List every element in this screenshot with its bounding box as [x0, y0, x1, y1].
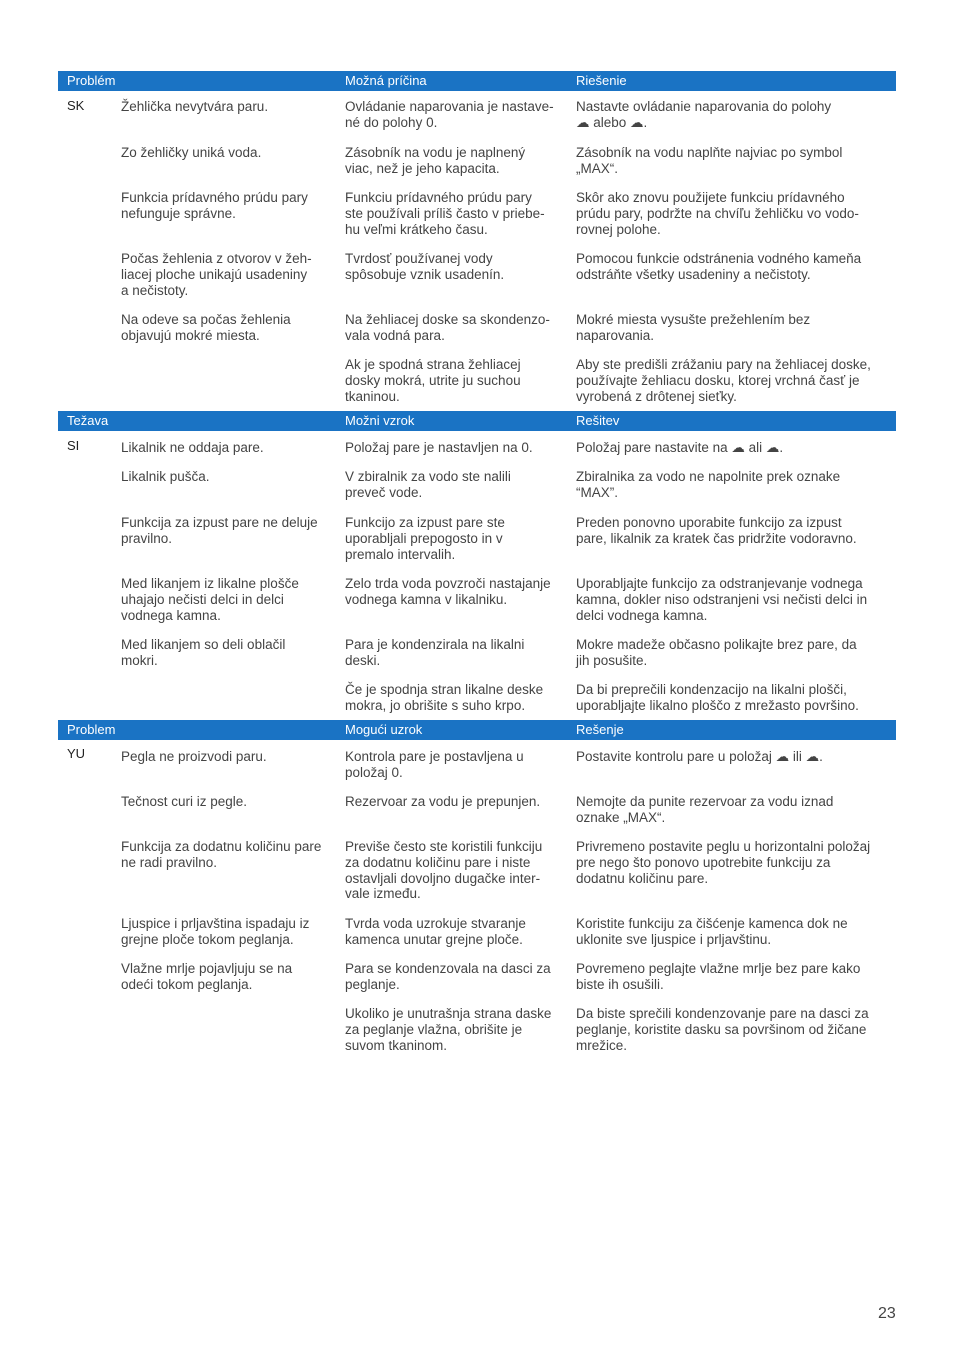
cause-cell: Para se kondenzovala na dasci za peglanje. — [345, 961, 551, 992]
solution-cell: Nemojte da punite rezervoar za vodu iznad oznake „MAX“. — [576, 794, 834, 825]
cause-cell: Položaj pare je nastavljen na 0. — [345, 440, 533, 455]
problem-cell: Med likanjem so deli oblačil mokri. — [121, 637, 286, 668]
cause-cell: Tvrda voda uzrokuje stvaranje kamenca unutar grejne ploče. — [345, 916, 526, 947]
cause-cell: Previše često ste koristili funkciju za dodatnu količinu pare i niste ostavljali dovoljno dugačke inter- vale između. — [345, 839, 543, 902]
header-problem: Problem — [67, 722, 116, 737]
solution-cell: Da bi preprečili kondenzacijo na likalni plošči, uporabljajte likalno ploščo z mrežasto površino. — [576, 682, 859, 713]
header-problem: Problém — [67, 73, 116, 88]
header-problem: Težava — [67, 413, 109, 428]
problem-cell: Zo žehličky uniká voda. — [121, 145, 262, 160]
cause-cell: Tvrdosť používanej vody spôsobuje vznik usadenín. — [345, 251, 505, 282]
cause-cell: Funkciu prídavného prúdu pary ste používali príliš často v priebe- hu veľmi krátkeho času. — [345, 190, 545, 237]
language-code: YU — [67, 746, 86, 761]
language-code: SI — [67, 438, 80, 453]
header-solution: Rešenje — [576, 722, 624, 737]
header-solution: Riešenie — [576, 73, 627, 88]
problem-cell: Vlažne mrlje pojavljuju se na odeći tokom peglanja. — [121, 961, 293, 992]
problem-cell: Funkcija za dodatnu količinu pare ne radi pravilno. — [121, 839, 322, 870]
problem-cell: Pegla ne proizvodi paru. — [121, 749, 267, 764]
cause-cell: Para je kondenzirala na likalni deski. — [345, 637, 525, 668]
solution-cell: Postavite kontrolu pare u položaj ☁ ili ☁. — [576, 749, 823, 764]
problem-cell: Funkcija za izpust pare ne deluje pravilno. — [121, 515, 318, 546]
problem-cell: Ljuspice i prljavština ispadaju iz grejne ploče tokom peglanja. — [121, 916, 310, 947]
problem-cell: Likalnik pušča. — [121, 469, 210, 484]
cause-cell: Ovládanie naparovania je nastave- né do polohy 0. — [345, 99, 554, 130]
solution-cell: Privremeno postavite peglu u horizontalni položaj pre nego što ponovo upotrebite funkciju za dodatnu količinu pare. — [576, 839, 871, 886]
problem-cell: Likalnik ne oddaja pare. — [121, 440, 264, 455]
header-cause: Mogući uzrok — [345, 722, 423, 737]
solution-cell: Mokre madeže občasno polikajte brez pare, da jih posušite. — [576, 637, 857, 668]
cause-cell: Kontrola pare je postavljena u položaj 0. — [345, 749, 524, 780]
solution-cell: Preden ponovno uporabite funkcijo za izpust pare, likalnik za kratek čas pridržite vodoravno. — [576, 515, 857, 546]
cause-cell: Zelo trda voda povzroči nastajanje vodnega kamna v likalniku. — [345, 576, 551, 607]
solution-cell: Uporabljajte funkcijo za odstranjevanje vodnega kamna, dokler niso odstranjeni vsi nečisti delci in delci vodnega kamna. — [576, 576, 868, 623]
problem-cell: Na odeve sa počas žehlenia objavujú mokré miesta. — [121, 312, 291, 343]
solution-cell: Koristite funkciju za čišćenje kamenca dok ne uklonite sve ljuspice i prljavštinu. — [576, 916, 848, 947]
header-cause: Možná príčina — [345, 73, 427, 88]
page-number: 23 — [878, 1305, 896, 1322]
solution-cell: Nastavte ovládanie naparovania do polohy ☁ alebo ☁. — [576, 99, 832, 130]
solution-cell: Povremeno peglajte vlažne mrlje bez pare kako biste ih osušili. — [576, 961, 861, 992]
cause-cell: Rezervoar za vodu je prepunjen. — [345, 794, 541, 809]
solution-cell: Da biste sprečili kondenzovanje pare na dasci za peglanje, koristite dasku sa površinom od žičane mrežice. — [576, 1006, 869, 1053]
problem-cell: Funkcia prídavného prúdu pary nefunguje správne. — [121, 190, 308, 221]
solution-cell: Zbiralnika za vodo ne napolnite prek oznake “MAX”. — [576, 469, 841, 500]
problem-cell: Tečnost curi iz pegle. — [121, 794, 248, 809]
cause-cell: Zásobník na vodu je naplnený viac, než je jeho kapacita. — [345, 145, 526, 176]
cause-cell: Če je spodnja stran likalne deske mokra, jo obrišite s suho krpo. — [345, 682, 544, 713]
table-header-sk — [58, 71, 896, 91]
cause-cell: Na žehliacej doske sa skondenzo- vala vodná para. — [345, 312, 550, 343]
problem-cell: Med likanjem iz likalne plošče uhajajo nečisti delci in delci vodnega kamna. — [121, 576, 299, 623]
cause-cell: Ak je spodná strana žehliacej dosky mokrá, utrite ju suchou tkaninou. — [345, 357, 521, 404]
table-header-yu — [58, 720, 896, 740]
solution-cell: Skôr ako znovu použijete funkciu prídavného prúdu pary, podržte na chvíľu žehličku vo vodo- rovnej polohe. — [576, 190, 859, 237]
problem-cell: Žehlička nevytvára paru. — [121, 99, 269, 114]
header-solution: Rešitev — [576, 413, 620, 428]
header-cause: Možni vzrok — [345, 413, 415, 428]
cause-cell: Ukoliko je unutrašnja strana daske za peglanje vlažna, obrišite je suvom tkaninom. — [345, 1006, 552, 1053]
language-code: SK — [67, 98, 85, 113]
cause-cell: Funkcijo za izpust pare ste uporabljali prepogosto in v premalo intervalih. — [345, 515, 505, 562]
cause-cell: V zbiralnik za vodo ste nalili preveč vode. — [345, 469, 511, 500]
table-header-si — [58, 411, 896, 431]
solution-cell: Mokré miesta vysušte prežehlením bez naparovania. — [576, 312, 811, 343]
problem-cell: Počas žehlenia z otvorov v žeh- liacej ploche unikajú usadeniny a nečistoty. — [121, 251, 312, 298]
solution-cell: Položaj pare nastavite na ☁ ali ☁. — [576, 440, 784, 455]
solution-cell: Pomocou funkcie odstránenia vodného kameňa odstráňte všetky usadeniny a nečistoty. — [576, 251, 862, 282]
solution-cell: Zásobník na vodu naplňte najviac po symbol „MAX“. — [576, 145, 843, 176]
solution-cell: Aby ste predišli zrážaniu pary na žehliacej doske, používajte žehliacu dosku, ktorej vrchná časť je vyrobená z drôtenej sieťky. — [576, 357, 871, 404]
